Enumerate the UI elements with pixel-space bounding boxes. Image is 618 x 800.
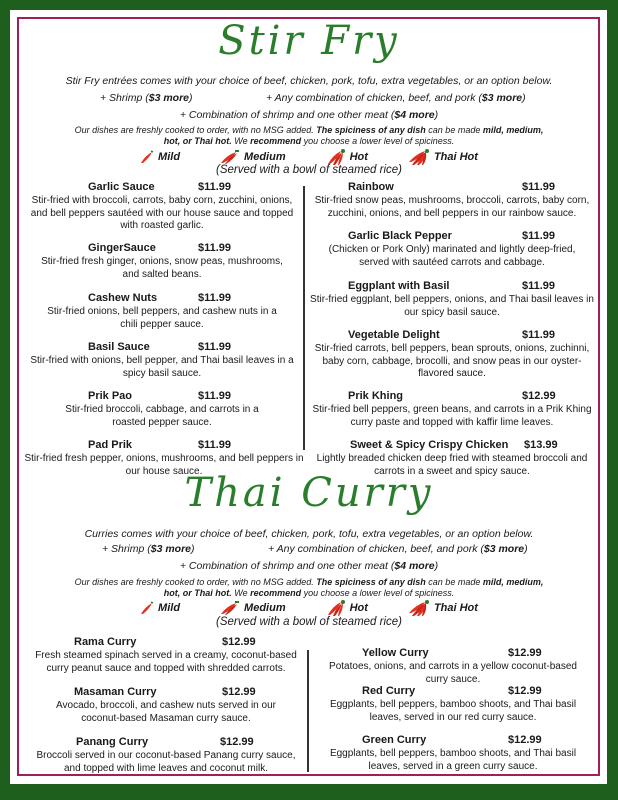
item-description: Eggplants, bell peppers, bamboo shoots, and Thai basil leaves, served in a green curry sauce.: [329, 748, 577, 772]
menu-item: Pad Prik $11.99 Stir-fried fresh pepper, onions, mushrooms, and bell peppers in our house sauce.: [20, 439, 308, 478]
menu-item: Garlic Sauce $11.99 Stir-fried with broccoli, carrots, baby corn, zucchini, onions, and bell peppers sautéed with our house sauce and topped with roasted garlic.: [22, 181, 302, 233]
menu-item: Masaman Curry $12.99 Avocado, broccoli, and cashew nuts served in our coconut-based Masaman curry sauce.: [48, 686, 284, 725]
spice-thai-hot: Thai Hot: [408, 148, 478, 166]
thai-curry-column-divider: [307, 650, 309, 772]
thai-curry-spice-legend: [0, 599, 618, 617]
chili-thai-hot-icon: [408, 599, 430, 617]
item-description: Stir-fried carrots, bell peppers, bean sprouts, onions, zuchinni, baby corn, cabbage, brocolli, and snow peas in our oyster-flavored sauce.: [314, 343, 590, 379]
stir-fry-notice-line2: hot, or Thai hot. We recommend you choose a lower level of spiciness.: [163, 136, 455, 146]
menu-item: Yellow Curry $12.99 Potatoes, onions, and carrots in a yellow coconut-based curry sauce.: [322, 647, 584, 686]
thai-curry-intro: Curries comes with your choice of beef, chicken, pork, tofu, extra vegetables, or an option below.: [84, 528, 534, 540]
spice-mild: Mild: [140, 148, 180, 166]
item-description: Fresh steamed spinach served in a creamy, coconut-based curry peanut sauce and topped with shredded carrots.: [35, 650, 297, 674]
stir-fry-served-note: (Served with a bowl of steamed rice): [216, 164, 402, 176]
spice-thai-hot: Thai Hot: [408, 599, 478, 617]
thai-curry-notice-line2: hot, or Thai hot. We recommend you choose a lower level of spiciness.: [163, 588, 455, 598]
item-description: Avocado, broccoli, and cashew nuts served in our coconut-based Masaman curry sauce.: [56, 700, 276, 724]
menu-item: Red Curry $12.99 Eggplants, bell peppers, bamboo shoots, and Thai basil leaves, served in our red curry sauce.: [322, 685, 584, 724]
menu-item: Rama Curry $12.99 Fresh steamed spinach served in a creamy, coconut-based curry peanut sauce and topped with shredded carrots.: [28, 636, 304, 675]
menu-item: Prik Khing $12.99 Stir-fried bell peppers, green beans, and carrots in a Prik Khing curry paste and topped with kaffir lime leaves.: [308, 390, 596, 429]
menu-item: Green Curry $12.99 Eggplants, bell peppers, bamboo shoots, and Thai basil leaves, served in a green curry sauce.: [322, 734, 584, 773]
spice-medium: Medium: [220, 599, 286, 617]
menu-item: Cashew Nuts $11.99 Stir-fried onions, bell peppers, and cashew nuts in a chili pepper sauce.: [40, 292, 284, 331]
menu-item: Panang Curry $12.99 Broccoli served in our coconut-based Panang curry sauce, and topped with lime leaves and coconut milk.: [28, 736, 304, 775]
chili-mild-icon: [140, 150, 154, 164]
stir-fry-option-shrimp-combo: + Combination of shrimp and one other meat ($4 more): [179, 109, 439, 121]
item-description: Stir-fried broccoli, cabbage, and carrots in a roasted pepper sauce.: [65, 404, 259, 428]
menu-item: Garlic Black Pepper $11.99 (Chicken or Pork Only) marinated and lightly deep-fried, served with sautéed carrots and cabbage.: [318, 230, 586, 269]
stir-fry-intro: Stir Fry entrées comes with your choice of beef, chicken, pork, tofu, extra vegetables, or an option below.: [65, 75, 553, 87]
spice-medium: Medium: [220, 148, 286, 166]
spice-hot: Hot: [326, 599, 368, 617]
menu-item: Rainbow $11.99 Stir-fried snow peas, mushrooms, broccoli, carrots, baby corn, zucchini, onions, and bell peppers in our rainbow sauce.: [310, 181, 594, 220]
thai-curry-option-shrimp: + Shrimp ($3 more): [102, 543, 195, 555]
item-description: Stir-fried bell peppers, green beans, and carrots in a Prik Khing curry paste and topped with kaffir lime leaves.: [312, 404, 592, 428]
chili-hot-icon: [326, 599, 346, 617]
stir-fry-option-combo: + Any combination of chicken, beef, and pork ($3 more): [266, 92, 526, 104]
menu-item: Prik Pao $11.99 Stir-fried broccoli, cabbage, and carrots in a roasted pepper sauce.: [60, 390, 264, 429]
item-description: Stir-fried snow peas, mushrooms, broccoli, carrots, baby corn, zucchini, onions, and bell peppers in our rainbow sauce.: [314, 195, 590, 219]
stir-fry-notice-line1: Our dishes are freshly cooked to order, with no MSG added. The spiciness of any dish can be made mild, medium,: [74, 125, 544, 135]
menu-item: Eggplant with Basil $11.99 Stir-fried eggplant, bell peppers, onions, and Thai basil leaves in our spicy basil sauce.: [310, 280, 594, 318]
item-description: Stir-fried fresh ginger, onions, snow peas, mushrooms, and salted beans.: [41, 256, 283, 280]
item-description: Stir-fried eggplant, bell peppers, onions, and Thai basil leaves in our spicy basil sauce.: [310, 294, 594, 318]
item-description: Potatoes, onions, and carrots in a yellow coconut-based curry sauce.: [329, 661, 577, 685]
item-description: (Chicken or Pork Only) marinated and lightly deep-fried, served with sautéed carrots and cabbage.: [328, 244, 576, 268]
item-description: Stir-fried fresh pepper, onions, mushrooms, and bell peppers in our house sauce.: [24, 453, 304, 477]
item-description: Stir-fried onions, bell peppers, and cashew nuts in a chili pepper sauce.: [47, 306, 277, 330]
thai-curry-option-combo: + Any combination of chicken, beef, and pork ($3 more): [268, 543, 528, 555]
chili-medium-icon: [220, 600, 240, 616]
chili-medium-icon: [220, 149, 240, 165]
item-description: Stir-fried with onions, bell pepper, and Thai basil leaves in a spicy basil sauce.: [30, 355, 294, 379]
thai-curry-title: Thai Curry: [184, 470, 434, 516]
stir-fry-option-shrimp: + Shrimp ($3 more): [100, 92, 193, 104]
menu-item: GingerSauce $11.99 Stir-fried fresh ginger, onions, snow peas, mushrooms, and salted beans.: [34, 242, 290, 281]
menu-item: Sweet & Spicy Crispy Chicken $13.99 Lightly breaded chicken deep fried with steamed broccoli and carrots in a sweet and spicy sauce.: [310, 439, 594, 478]
menu-item: Basil Sauce $11.99 Stir-fried with onions, bell pepper, and Thai basil leaves in a spicy basil sauce.: [26, 341, 298, 380]
spice-hot: Hot: [326, 148, 368, 166]
thai-curry-served-note: (Served with a bowl of steamed rice): [216, 616, 402, 628]
thai-curry-notice-line1: Our dishes are freshly cooked to order, with no MSG added. The spiciness of any dish can be made mild, medium,: [74, 577, 544, 587]
stir-fry-column-divider: [303, 186, 305, 450]
stir-fry-title: Stir Fry: [218, 18, 400, 64]
item-description: Eggplants, bell peppers, bamboo shoots, and Thai basil leaves, served in our red curry sauce.: [329, 699, 577, 723]
item-description: Stir-fried with broccoli, carrots, baby corn, zucchini, onions, and bell peppers sautéed with our house sauce and topped with roasted garlic.: [30, 195, 294, 231]
spice-mild: Mild: [140, 599, 180, 617]
item-description: Lightly breaded chicken deep fried with steamed broccoli and carrots in a sweet and spicy sauce.: [316, 453, 588, 477]
item-description: Broccoli served in our coconut-based Panang curry sauce, and topped with lime leaves and coconut milk.: [36, 750, 296, 774]
thai-curry-option-shrimp-combo: + Combination of shrimp and one other meat ($4 more): [179, 560, 439, 572]
chili-mild-icon: [140, 601, 154, 615]
menu-item: Vegetable Delight $11.99 Stir-fried carrots, bell peppers, bean sprouts, onions, zuchinni, baby corn, cabbage, brocolli, and snow peas in our oyster-flavored sauce.: [310, 329, 594, 381]
